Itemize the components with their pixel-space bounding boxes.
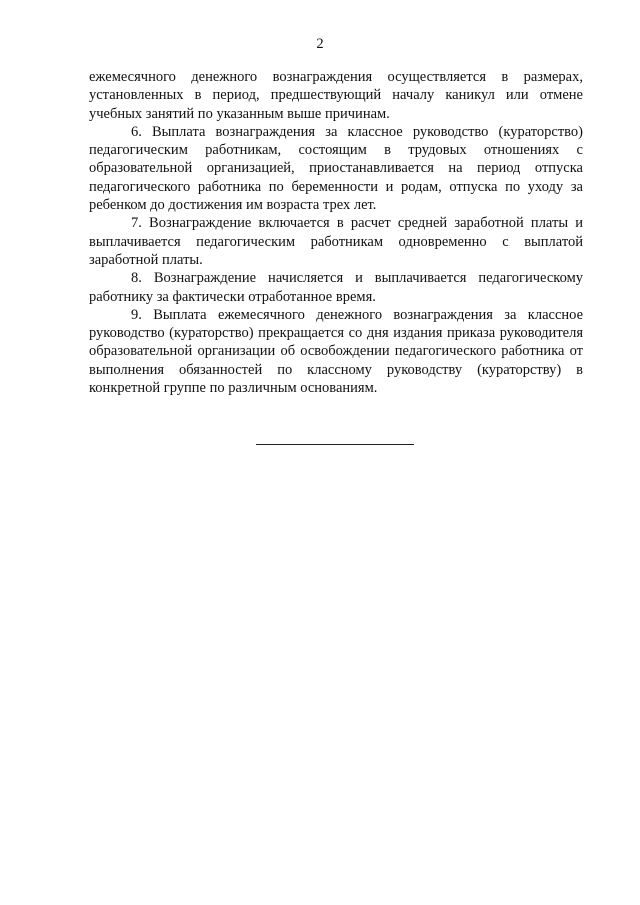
page-number: 2 [316,36,324,52]
document-body [89,68,583,397]
end-of-document-line [256,444,414,445]
paragraph-7: 7. Вознаграждение включается в расчет средней заработной платы и выплачивается педагогическим работникам одновременно с выплатой заработной платы. [89,215,583,268]
paragraph-continuation: ежемесячного денежного вознаграждения осуществляется в размерах, установленных в период, предшествующий началу каникул или отмене учебных занятий по указанным выше причинам. [89,69,583,122]
paragraph-9: 9. Выплата ежемесячного денежного вознаграждения за классное руководство (кураторство) прекращается со дня издания приказа руководителя образовательной организации об освобождении педагогического работника от выполнения обязанностей по классному руководству (кураторству) в конкретной группе по различным основаниям. [89,306,583,397]
paragraph-6: 6. Выплата вознаграждения за классное руководство (кураторство) педагогическим работникам, состоящим в трудовых отношениях с образовательной организацией, приостанавливается на период отпуска педагогического работника по беременности и родам, отпуска по уходу за ребенком до достижения им возраста трех лет. [89,123,583,214]
paragraph-8: 8. Вознаграждение начисляется и выплачивается педагогическому работнику за фактически отработанное время. [89,270,583,305]
